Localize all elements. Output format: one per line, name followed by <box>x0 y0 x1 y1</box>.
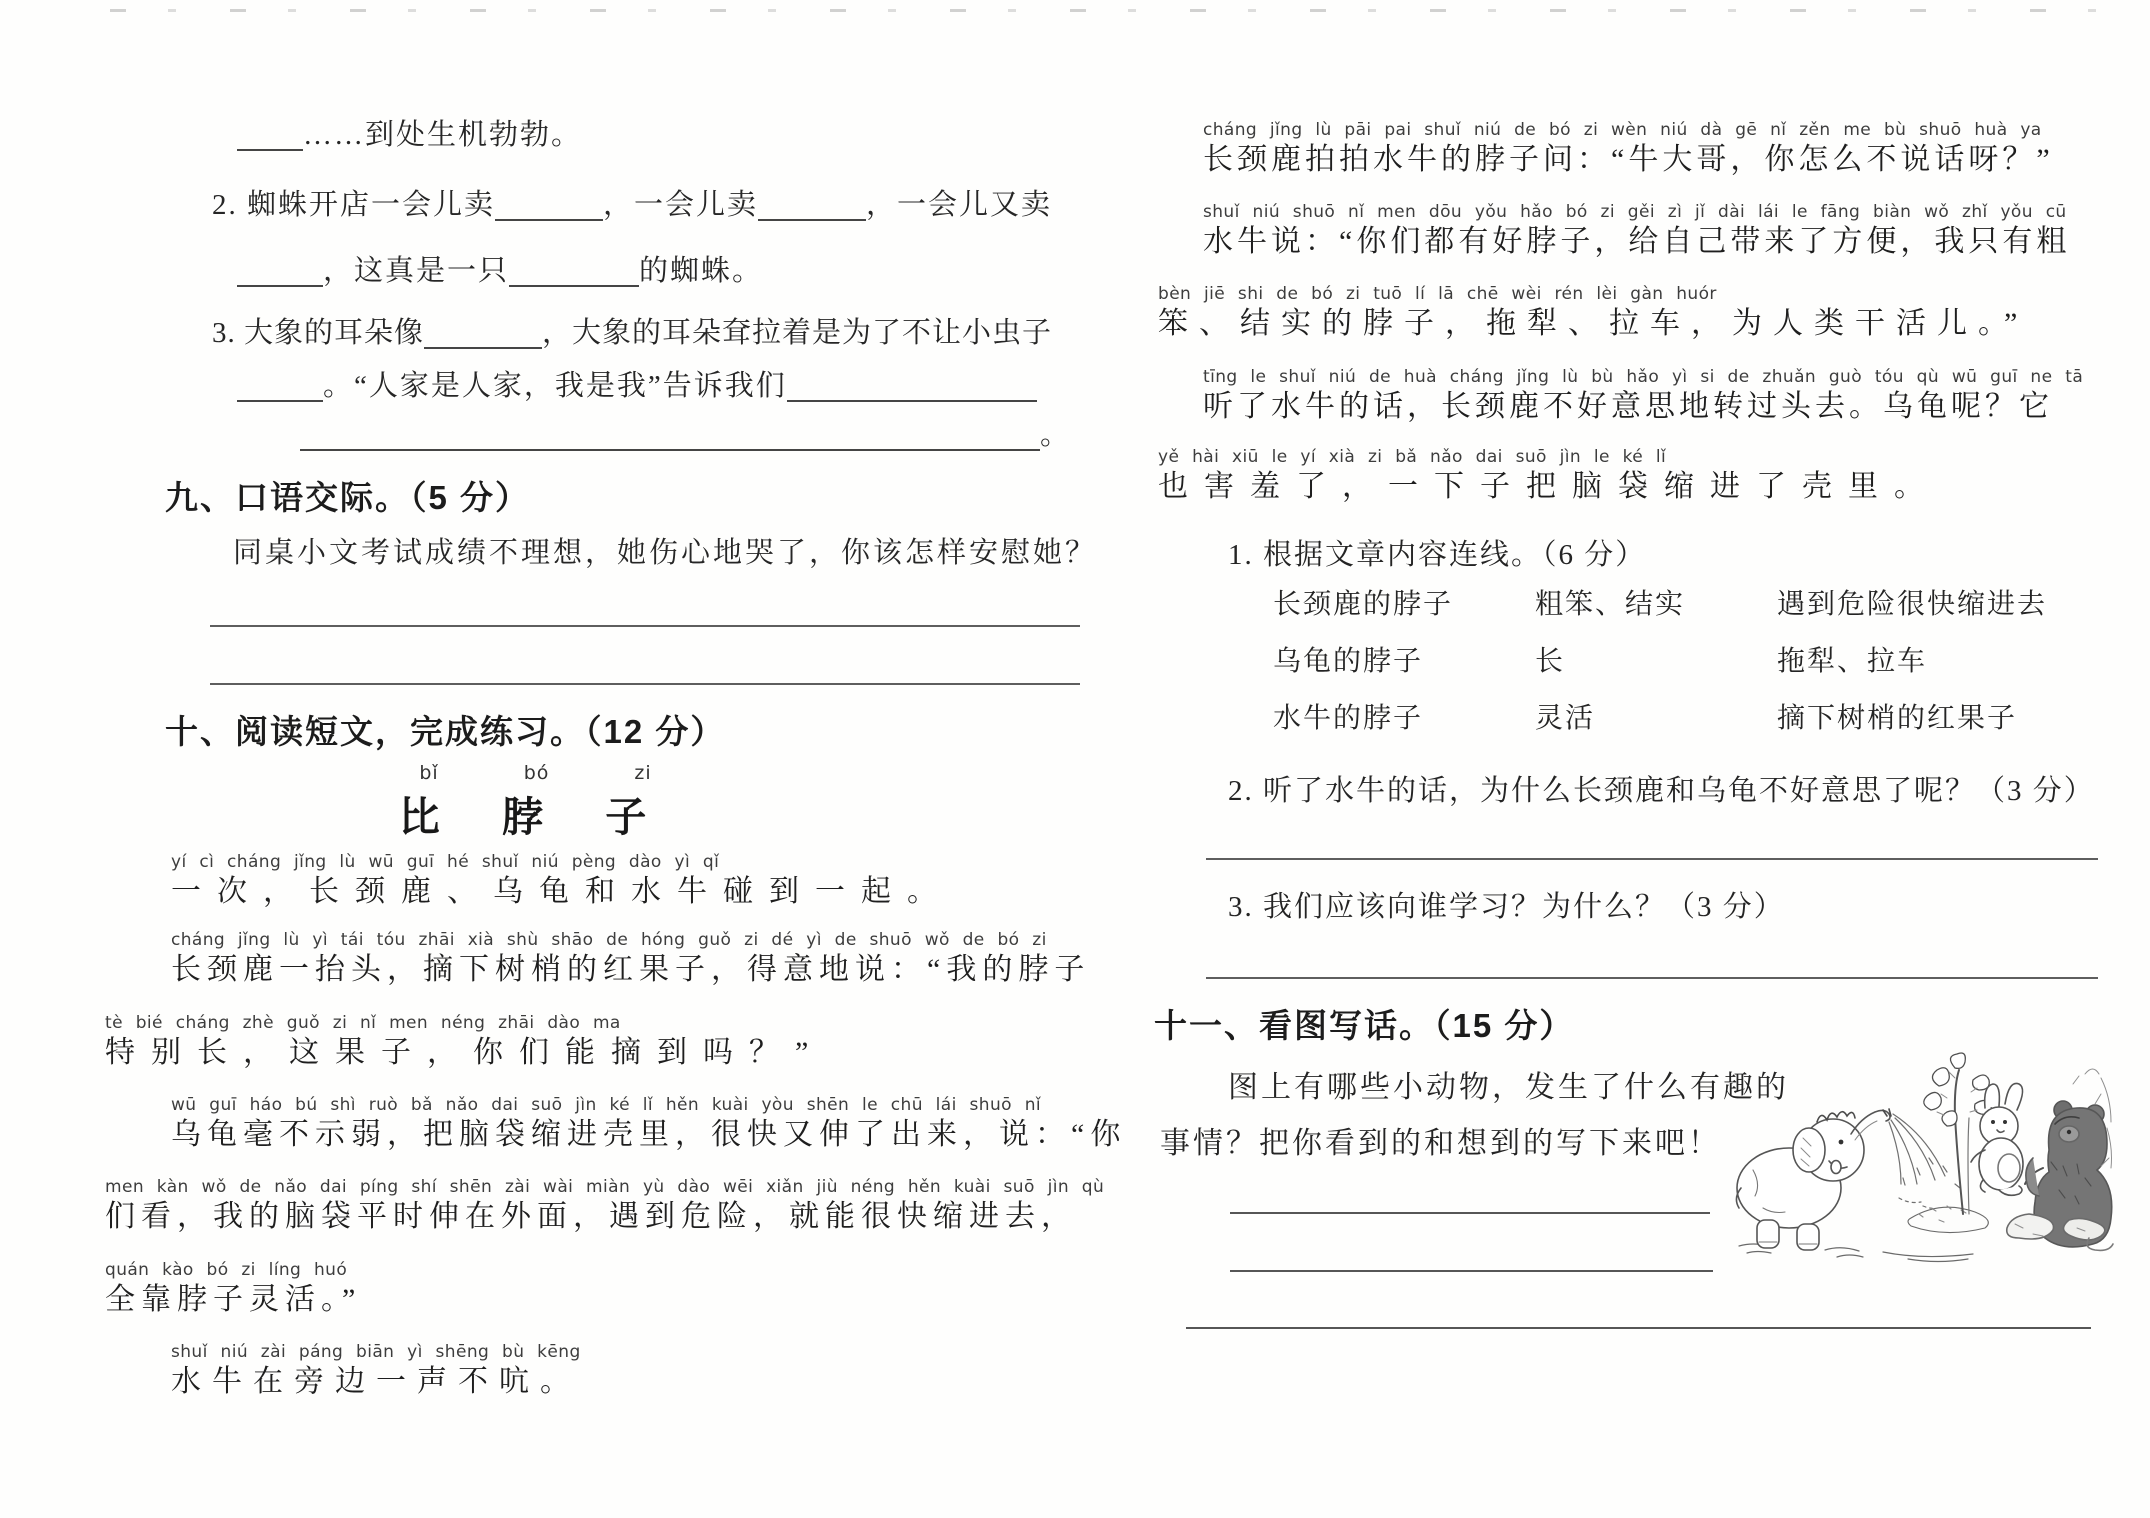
pinyin-line: men kàn wǒ de nǎo dai píng shí shēn zài wài miàn yù dào wēi xiǎn jiù néng hěn kuài suō jìn qù <box>105 1177 1105 1197</box>
answer-blank <box>237 117 303 151</box>
passage-title: 比 脖 子 <box>398 794 673 840</box>
hanzi-line: 水牛说：“你们都有好脖子，给自己带来了方便，我只有粗 <box>1203 225 2071 258</box>
oral-communication-prompt: 同桌小文考试成绩不理想，她伤心地哭了，你该怎样安慰她？ <box>233 537 1098 569</box>
fill-item-3-line-3 <box>300 412 1071 453</box>
question-2-label: 2. 听了水牛的话，为什么长颈鹿和乌龟不好意思了呢？（3 分） <box>1228 775 2095 807</box>
pinyin-line: yí cì cháng jǐng lù wū guī hé shuǐ niú pèng dào yì qǐ <box>171 852 720 872</box>
passage-line <box>105 1095 1126 1155</box>
hanzi-line: 长颈鹿拍拍水牛的脖子问：“牛大哥，你怎么不说话呀？” <box>1203 143 2054 176</box>
passage-line <box>105 852 953 912</box>
pinyin-line: cháng jǐng lù pāi pai shuǐ niú de bó zi wèn niú dà gē nǐ zěn me bù shuō huà ya <box>1203 120 2042 140</box>
hanzi-line: 水牛在旁边一声不吭。 <box>171 1365 581 1398</box>
fill-item-2-text: ，一会儿又卖 <box>866 189 1053 221</box>
answer-line <box>1206 858 2098 860</box>
hanzi-line: 一次，长颈鹿、乌龟和水牛碰到一起。 <box>171 875 953 908</box>
answer-line <box>210 625 1080 627</box>
answer-blank <box>509 253 639 287</box>
writing-line <box>1186 1327 2091 1329</box>
fill-item-3-text: 。“人家是人家，我是我”告诉我们 <box>323 370 787 402</box>
column-right <box>1154 0 2113 1518</box>
answer-blank <box>758 187 866 221</box>
fill-item-2-text: 的蜘蛛。 <box>639 255 764 287</box>
section-10-heading: 十、阅读短文，完成练习。（12 分） <box>165 713 726 750</box>
dirt-mound <box>1908 1206 1988 1233</box>
answer-blank <box>300 417 1040 451</box>
hanzi-line: 全靠脖子灵活。” <box>105 1283 362 1316</box>
passage-line <box>105 1260 361 1320</box>
pinyin-line: shuǐ niú zài páng biān yì shēng bù kēng <box>171 1342 581 1362</box>
passage-line <box>1158 202 2070 262</box>
passage-line <box>1158 284 2028 344</box>
passage-line <box>1158 367 2083 427</box>
hanzi-line: 特别长，这果子，你们能摘到吗？” <box>105 1036 825 1069</box>
water-spray <box>1889 1114 1960 1209</box>
section-11-heading: 十一、看图写话。（15 分） <box>1154 1007 1575 1044</box>
passage-title-pinyin: bǐ bó zi <box>419 762 652 784</box>
passage-line <box>105 1177 1104 1237</box>
fill-item-2-line-2 <box>237 248 763 289</box>
match-mid-cell: 灵活 <box>1535 703 1596 734</box>
passage-line <box>1158 120 2054 180</box>
writing-line <box>1230 1212 1710 1214</box>
answer-blank <box>237 368 323 402</box>
rabbit-figure <box>1971 1083 2023 1195</box>
pinyin-line: tīng le shuǐ niú de huà cháng jǐng lù bù hǎo yì si de zhuǎn guò tóu qù wū guī ne tā <box>1203 367 2084 387</box>
fill-item-2-text: 2. 蜘蛛开店一会儿卖 <box>212 189 496 221</box>
match-right-cell: 遇到危险很快缩进去 <box>1777 589 2048 620</box>
hanzi-line: 长颈鹿一抬头，摘下树梢的红果子，得意地说：“我的脖子 <box>171 953 1091 986</box>
section-9-heading: 九、口语交际。（5 分） <box>165 479 531 516</box>
elephant-figure <box>1736 1109 1891 1250</box>
fill-item-2-text: ，这真是一只 <box>323 255 510 287</box>
answer-blank <box>424 315 542 349</box>
match-left-cell: 长颈鹿的脖子 <box>1273 589 1454 620</box>
fill-item-3-line-1 <box>212 310 1052 351</box>
answer-line <box>1206 977 2098 979</box>
fill-item-1-text: ……到处生机勃勃。 <box>303 119 583 151</box>
column-left <box>105 0 1127 1518</box>
match-mid-cell: 粗笨、结实 <box>1535 589 1686 620</box>
passage-line <box>105 1013 824 1073</box>
passage-line <box>105 1342 581 1402</box>
fill-item-3-line-2 <box>237 363 1037 404</box>
answer-blank <box>237 253 323 287</box>
passage-title-block <box>43 762 1028 843</box>
pinyin-line: bèn jiē shi de bó zi tuō lí lā chē wèi rén lèi gàn huór <box>1158 284 1717 304</box>
match-right-cell: 拖犁、拉车 <box>1777 646 1928 677</box>
answer-blank <box>495 187 603 221</box>
fill-item-2-text: ，一会儿卖 <box>603 189 759 221</box>
question-1-label: 1. 根据文章内容连线。（6 分） <box>1228 539 1647 571</box>
pinyin-line: shuǐ niú shuō nǐ men dōu yǒu hǎo bó zi gěi zì jǐ dài lái le fāng biàn wǒ zhǐ yǒu cū <box>1203 202 2067 222</box>
pinyin-line: yě hài xiū le yí xià zi bǎ nǎo dai suō jìn le ké lǐ <box>1158 447 1667 467</box>
passage-line <box>105 930 1090 990</box>
pinyin-line: cháng jǐng lù yì tái tóu zhāi xià shù shāo de hóng guǒ zi dé yì de shuō wǒ de bó zi <box>171 930 1047 950</box>
fill-item-2-line-1 <box>212 182 1052 223</box>
hanzi-line: 笨、结实的脖子，拖犁、拉车，为人类干活儿。” <box>1158 307 2029 340</box>
elephant-watering-sapling-with-rabbit-and-bear-illustration <box>1733 1038 2118 1266</box>
fill-item-1 <box>237 112 582 153</box>
match-left-cell: 乌龟的脖子 <box>1273 646 1424 677</box>
writing-line <box>1230 1270 1713 1272</box>
pinyin-line: quán kào bó zi líng huó <box>105 1260 348 1280</box>
match-right-cell: 摘下树梢的红果子 <box>1777 703 2018 734</box>
hanzi-line: 乌龟毫不示弱，把脑袋缩进壳里，很快又伸了出来，说：“你 <box>171 1118 1127 1151</box>
answer-line <box>210 683 1080 685</box>
match-left-cell: 水牛的脖子 <box>1273 703 1424 734</box>
period-mark: 。 <box>1040 419 1072 451</box>
pinyin-line: wū guī háo bú shì ruò bǎ nǎo dai suō jìn ké lǐ hěn kuài yòu shēn le chū lái shuō nǐ <box>171 1095 1042 1115</box>
hanzi-line: 听了水牛的话，长颈鹿不好意思地转过头去。乌龟呢？它 <box>1203 390 2053 423</box>
picture-prompt-line-1: 图上有哪些小动物，发生了什么有趣的 <box>1228 1071 1789 1104</box>
fill-item-3-text: ，大象的耳朵耷拉着是为了不让小虫子 <box>542 317 1053 349</box>
fill-item-3-text: 3. 大象的耳朵像 <box>212 317 425 349</box>
match-mid-cell: 长 <box>1535 646 1566 677</box>
passage-line <box>1158 447 1940 507</box>
matching-exercise <box>1273 588 2047 735</box>
pinyin-line: tè bié cháng zhè guǒ zi nǐ men néng zhāi dào ma <box>105 1013 621 1033</box>
question-3-label: 3. 我们应该向谁学习？为什么？（3 分） <box>1228 891 1785 923</box>
hanzi-line: 们看，我的脑袋平时伸在外面，遇到危险，就能很快缩进去， <box>105 1200 1077 1233</box>
hanzi-line: 也害羞了，一下子把脑袋缩进了壳里。 <box>1158 470 1940 503</box>
picture-prompt-line-2: 事情？把你看到的和想到的写下来吧！ <box>1160 1127 1721 1160</box>
answer-blank <box>787 368 1037 402</box>
